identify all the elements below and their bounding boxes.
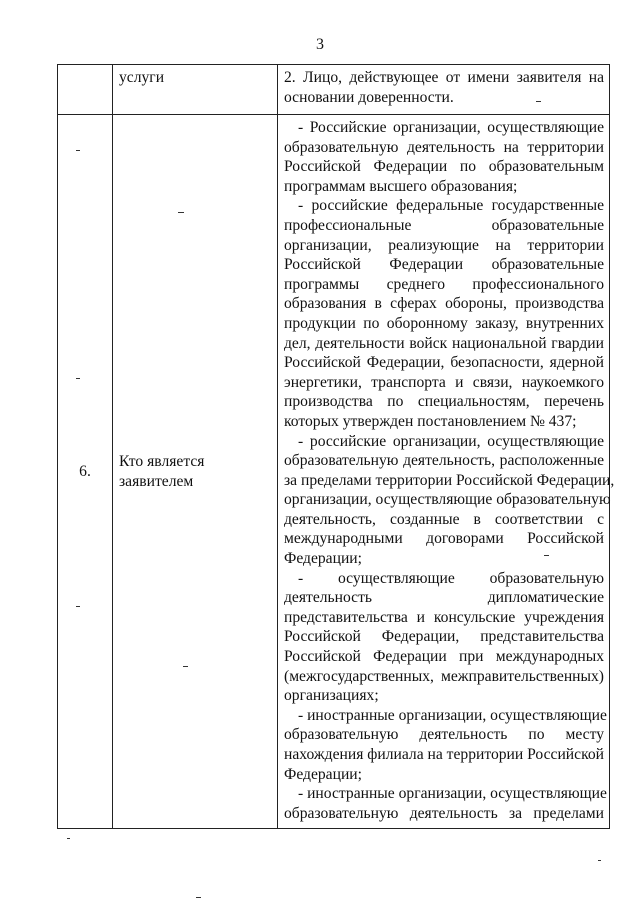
row-name-line: Кто является [119, 452, 205, 470]
description-line: организациях; [284, 687, 379, 705]
description-line: продукции по оборонному заказу, внутренних [284, 314, 604, 332]
description-line: образовательную деятельность на территории [284, 138, 604, 156]
description-paragraph [284, 196, 604, 431]
description-line: - российские федеральные государственные [298, 197, 604, 215]
description-line: образовательную деятельность за пределами [284, 804, 604, 822]
page-number: 3 [316, 36, 324, 53]
description-line: образовательную деятельность, расположенные [284, 452, 604, 470]
description-line: дел, деятельности войск национальной гвардии [284, 334, 604, 352]
description-line: представительства и консульские учреждения [284, 608, 604, 626]
description-paragraph [284, 432, 615, 569]
description-line: - российские организации, осуществляющие [298, 432, 604, 450]
description-paragraph [284, 784, 607, 823]
row-number-cell [58, 65, 113, 115]
description-line: которых утвержден постановлением № 437; [284, 412, 577, 430]
description-line: программы среднего профессионального [284, 275, 604, 293]
description-line: производства по специальностям, перечень [284, 393, 604, 411]
description-line: Российской Федерации, безопасности, ядерной [284, 354, 604, 372]
description-line: организации, осуществляющие образовательную [284, 491, 611, 509]
row-name-cell: услуги [113, 65, 278, 115]
description-line: международными договорами Российской [284, 530, 604, 548]
description-line: программам высшего образования; [284, 177, 518, 195]
description-line: - осуществляющие образовательную [298, 569, 604, 587]
description-line: деятельность, созданные в соответствии с [284, 510, 604, 528]
description-line: деятельность дипломатические [284, 589, 604, 607]
description-line: энергетики, транспорта и связи, наукоемкого [284, 373, 604, 391]
description-line: нахождения филиала на территории Российской [284, 746, 604, 763]
description-line: профессиональные образовательные [284, 216, 604, 234]
description-line: образования в сферах обороны, производства [284, 295, 604, 313]
row-description-cell [278, 115, 615, 829]
table-row-applicant [58, 115, 610, 829]
row-description-cell [278, 65, 610, 115]
description-line: Российской Федерации, представительства [284, 628, 604, 646]
description-line: Российской Федерации по образовательным [284, 158, 604, 176]
description-line: Российской Федерации при международных [284, 648, 604, 666]
description-line: образовательную деятельность по месту [284, 726, 604, 744]
services-table [57, 64, 615, 829]
description-paragraph [284, 569, 604, 706]
description-line: (межгосударственных, межправительственных) [284, 667, 604, 685]
row-number-cell: 6. [58, 115, 113, 829]
description-line: за пределами территории Российской Федерации, [284, 471, 615, 489]
description-line: - Российские организации, осуществляющие [298, 119, 604, 136]
description-line: Федерации; [284, 765, 362, 783]
description-line: 2. Лицо, действующее от имени заявителя на [284, 69, 604, 86]
description-line: основании доверенности. [284, 88, 454, 106]
description-paragraph [284, 118, 604, 196]
description-line: Российской Федерации образовательные [284, 256, 604, 274]
description-line: Федерации; [284, 550, 362, 568]
description-line: - иностранные организации, осуществляющие [298, 785, 607, 803]
description-paragraph [284, 706, 607, 784]
table-row-service [58, 65, 610, 115]
description-line: организации, реализующие на территории [284, 236, 604, 254]
row-name-cell [113, 115, 278, 829]
description-line: - иностранные организации, осуществляющие [298, 706, 607, 724]
row-name-line: заявителем [119, 472, 194, 490]
